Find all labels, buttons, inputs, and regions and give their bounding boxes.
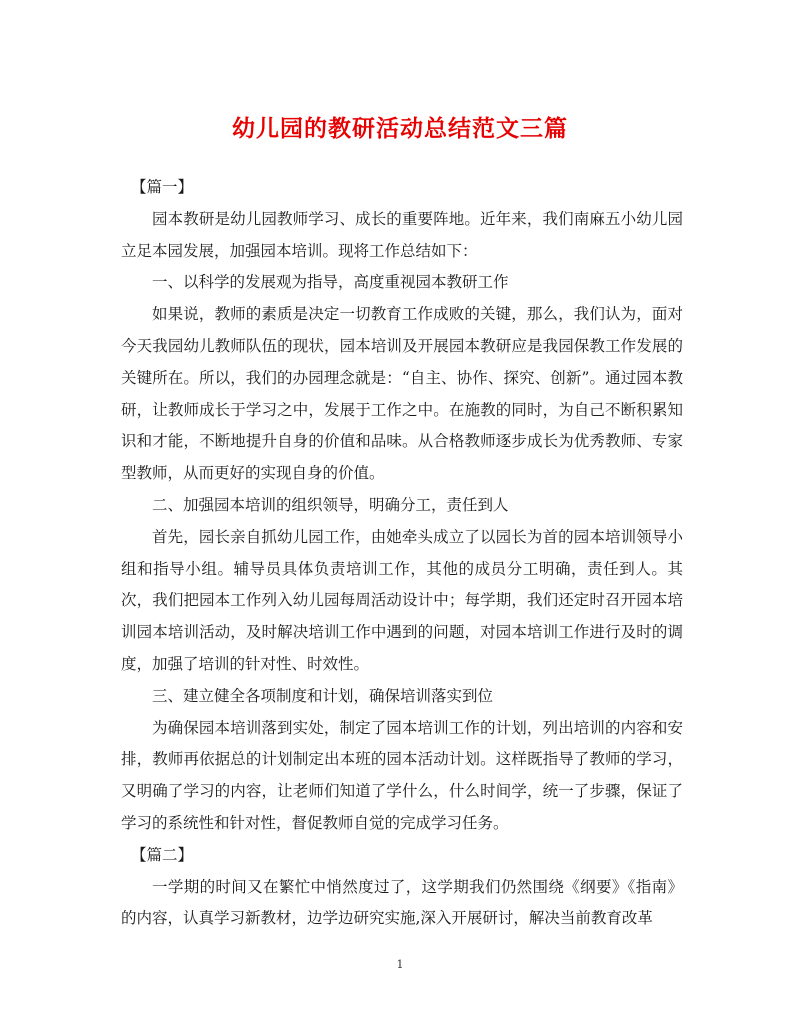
body-paragraph: 一、以科学的发展观为指导，高度重视园本教研工作 bbox=[152, 273, 509, 292]
body-paragraph: 三、建立健全各项制度和计划，确保培训落实到位 bbox=[152, 686, 494, 705]
body-paragraph: 二、加强园本培训的组织领导，明确分工，责任到人 bbox=[152, 495, 509, 514]
section-heading: 【篇一】 bbox=[131, 178, 194, 196]
document-body bbox=[121, 172, 683, 935]
page-number: 1 bbox=[396, 958, 404, 971]
body-paragraph: 如果说，教师的素质是决定一切教育工作成败的关键，那么，我们认为，面对今天我园幼儿教师队伍的现状，园本培训及开展园本教研应是我园保教工作发展的关键所在。所以，我们的办园理念就是：“自主、协作、探究、创新”。通过园本教研，让教师成长于学习之中，发展于工作之中。在施教的同时，为自己不断积累知识和才能，不断地提升自身的价值和品味。从合格教师逐步成长为优秀教师、专家型教师，从而更好的实现自身的价值。 bbox=[121, 305, 683, 483]
body-paragraph: 园本教研是幼儿园教师学习、成长的重要阵地。近年来，我们南麻五小幼儿园立足本园发展，加强园本培训。现将工作总结如下： bbox=[121, 209, 683, 260]
document-title: 幼儿园的教研活动总结范文三篇 bbox=[232, 116, 568, 142]
section-heading: 【篇二】 bbox=[131, 845, 194, 864]
body-paragraph: 一学期的时间又在繁忙中悄然度过了，这学期我们仍然围绕《纲要》《指南》的内容，认真学习新教材，边学边研究实施,深入开展研讨，解决当前教育改革 bbox=[121, 877, 683, 928]
body-paragraph: 为确保园本培训落到实处，制定了园本培训工作的计划，列出培训的内容和安排，教师再依据总的计划制定出本班的园本活动计划。这样既指导了教师的学习，又明确了学习的内容，让老师们知道了学什么，什么时间学，统一了步骤，保证了学习的系统性和针对性，督促教师自觉的完成学习任务。 bbox=[121, 718, 683, 832]
body-paragraph: 首先，园长亲自抓幼儿园工作，由她牵头成立了以园长为首的园本培训领导小组和指导小组。辅导员具体负责培训工作，其他的成员分工明确，责任到人。其次，我们把园本工作列入幼儿园每周活动设计中；每学期，我们还定时召开园本培训园本培训活动，及时解决培训工作中遇到的问题，对园本培训工作进行及时的调度，加强了培训的针对性、时效性。 bbox=[121, 527, 683, 673]
